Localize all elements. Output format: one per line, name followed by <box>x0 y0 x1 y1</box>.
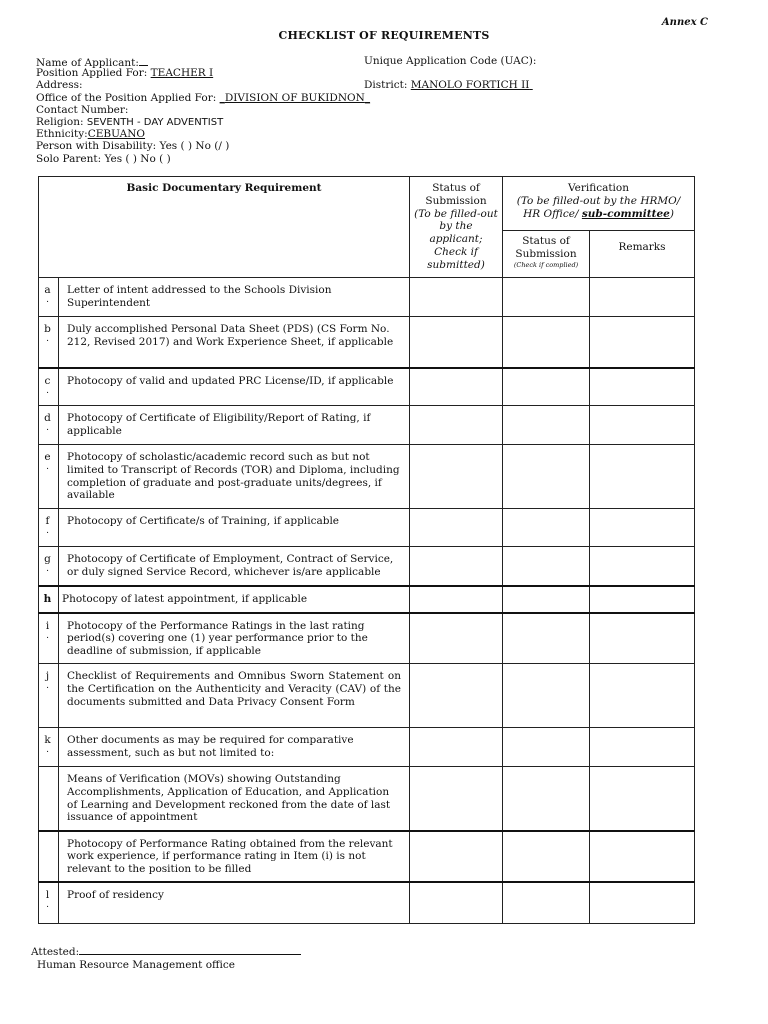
remarks-cell[interactable] <box>590 882 695 924</box>
remarks-cell[interactable] <box>590 406 695 445</box>
applicant-status-cell[interactable] <box>410 831 503 882</box>
applicant-status-cell[interactable] <box>410 664 503 728</box>
row-text: Photocopy of Certificate of Eligibility/Report of Rating, if applicable <box>59 406 410 445</box>
row-letter: b <box>44 323 51 335</box>
page-title: CHECKLIST OF REQUIREMENTS <box>278 29 490 42</box>
row-letter: h <box>43 592 52 605</box>
verification-status-cell[interactable] <box>503 613 590 664</box>
row-letter: f <box>45 515 50 527</box>
signature-line[interactable] <box>79 946 301 955</box>
address-label: Address: <box>36 79 83 92</box>
pwd-line: Person with Disability: Yes ( ) No (/ ) <box>36 140 230 153</box>
attested-label: Attested: <box>31 946 80 958</box>
office-value-wrap: _DIVISION OF BUKIDNON_ <box>219 91 371 104</box>
remarks-cell[interactable] <box>590 613 695 664</box>
verification-status-cell[interactable] <box>503 278 590 317</box>
verification-status-cell[interactable] <box>503 317 590 368</box>
row-letter: j <box>45 670 50 682</box>
applicant-status-cell[interactable] <box>410 547 503 586</box>
row-letter: d <box>44 412 51 424</box>
header-verification-note: (To be filled-out by the HRMO/ HR Office/ <box>516 194 681 220</box>
remarks-cell[interactable] <box>590 767 695 831</box>
row-text: Letter of intent addressed to the Schools Division Superintendent <box>59 278 410 317</box>
header-sub-status-note: (Check if complied) <box>513 260 579 269</box>
table-row: g . Photocopy of Certificate of Employment, Contract of Service, or duly signed Service Record, whichever is/are applicable <box>39 547 695 586</box>
verification-status-cell[interactable] <box>503 368 590 406</box>
verification-status-cell[interactable] <box>503 547 590 586</box>
address-line <box>36 79 736 91</box>
remarks-cell[interactable] <box>590 547 695 586</box>
contact-line <box>36 104 736 116</box>
name-label: Name of Applicant: <box>36 57 139 69</box>
name-field[interactable] <box>139 55 148 66</box>
header-sub-status <box>503 231 590 278</box>
header-status-title: Status of Submission <box>425 182 487 207</box>
verification-status-cell[interactable] <box>503 664 590 728</box>
row-text: Photocopy of Certificate/s of Training, if applicable <box>59 509 410 547</box>
table-row: k . Other documents as may be required for comparative assessment, such as but not limited to: <box>39 728 695 767</box>
table-row: f . Photocopy of Certificate/s of Training, if applicable <box>39 509 695 547</box>
remarks-cell[interactable] <box>590 445 695 509</box>
attested-line <box>31 946 301 958</box>
religion-label: Religion: <box>36 115 84 128</box>
office-value: DIVISION OF BUKIDNON <box>224 91 365 104</box>
row-letter: l <box>45 888 50 901</box>
applicant-status-cell[interactable] <box>410 445 503 509</box>
table-row: d . Photocopy of Certificate of Eligibility/Report of Rating, if applicable <box>39 406 695 445</box>
verification-status-cell[interactable] <box>503 406 590 445</box>
ethnicity-value: CEBUANO <box>87 128 146 141</box>
position-line <box>36 67 736 79</box>
applicant-status-cell[interactable] <box>410 882 503 924</box>
applicant-status-cell[interactable] <box>410 767 503 831</box>
verification-status-cell[interactable] <box>503 831 590 882</box>
district-label: District: <box>364 79 408 92</box>
table-row: j . Checklist of Requirements and Omnibus Sworn Statement on the Certification on the Authenticity and Veracity (CAV) of the documents submitted and Data Privacy Consent Form <box>39 664 695 728</box>
ethnicity-line <box>36 128 736 140</box>
applicant-info <box>36 55 736 165</box>
row-letter: e <box>44 451 51 463</box>
verification-status-cell[interactable] <box>503 445 590 509</box>
remarks-cell[interactable] <box>590 368 695 406</box>
row-text: Checklist of Requirements and Omnibus Sworn Statement on the Certification on the Authenticity and Veracity (CAV) of the documents submitted and Data Privacy Consent Form <box>59 664 410 728</box>
applicant-status-cell[interactable] <box>410 278 503 317</box>
name-line <box>36 55 736 67</box>
row-text: Photocopy of scholastic/academic record such as but not limited to Transcript of Records (TOR) and Diploma, including completion of graduate and post-graduate units/degrees, if available <box>59 445 410 509</box>
religion-value: SEVENTH - DAY ADVENTIST <box>86 116 224 128</box>
header-verification <box>503 177 695 231</box>
row-text: Photocopy of latest appointment, if applicable <box>59 586 410 613</box>
ethnicity-label: Ethnicity: <box>36 128 88 141</box>
applicant-status-cell[interactable] <box>410 317 503 368</box>
district-value: MANOLO FORTICH II <box>410 79 530 92</box>
remarks-cell[interactable] <box>590 728 695 767</box>
row-text: Photocopy of Performance Rating obtained from the relevant work experience, if performance rating in Item (i) is not relevant to the position to be filled <box>59 831 410 882</box>
header-sub-status-title: Status of Submission <box>515 235 577 260</box>
header-requirement: Basic Documentary Requirement <box>39 177 410 278</box>
verification-status-cell[interactable] <box>503 767 590 831</box>
position-label: Position Applied For: <box>36 67 148 80</box>
verification-status-cell[interactable] <box>503 586 590 613</box>
header-verification-close: ) <box>669 207 674 220</box>
verification-status-cell[interactable] <box>503 882 590 924</box>
table-row <box>39 767 695 831</box>
header-status <box>410 177 503 278</box>
row-text: Photocopy of the Performance Ratings in the last rating period(s) covering one (1) year performance prior to the deadline of submission, if applicable <box>59 613 410 664</box>
contact-label: Contact Number: <box>36 103 129 116</box>
row-letter: a <box>44 284 51 296</box>
header-verification-subcommittee: sub-committee <box>581 207 670 220</box>
applicant-status-cell[interactable] <box>410 728 503 767</box>
row-letter: g <box>44 553 51 565</box>
applicant-status-cell[interactable] <box>410 613 503 664</box>
remarks-cell[interactable] <box>590 586 695 613</box>
office-line <box>36 92 736 104</box>
header-remarks: Remarks <box>590 231 695 278</box>
row-letter: i <box>45 619 50 632</box>
table-row: l . Proof of residency <box>39 882 695 924</box>
religion-line <box>36 116 736 128</box>
table-row: e . Photocopy of scholastic/academic record such as but not limited to Transcript of Records (TOR) and Diploma, including completion of graduate and post-graduate units/degrees, if available <box>39 445 695 509</box>
row-text: Duly accomplished Personal Data Sheet (PDS) (CS Form No. 212, Revised 2017) and Work Experience Sheet, if applicable <box>59 317 410 368</box>
remarks-cell[interactable] <box>590 317 695 368</box>
table-row <box>39 586 695 613</box>
applicant-status-cell[interactable] <box>410 586 503 613</box>
annex-label: Annex C <box>661 17 708 28</box>
remarks-cell[interactable] <box>590 278 695 317</box>
row-letter: c <box>44 374 51 387</box>
table-header-row <box>39 177 695 231</box>
applicant-status-cell[interactable] <box>410 509 503 547</box>
requirements-table <box>38 176 695 924</box>
applicant-status-cell[interactable] <box>410 406 503 445</box>
table-row: a . Letter of intent addressed to the Schools Division Superintendent <box>39 278 695 317</box>
row-text: Means of Verification (MOVs) showing Outstanding Accomplishments, Application of Education, and Application of Learning and Development reckoned from the date of last issuance of appointment <box>59 767 410 831</box>
verification-status-cell[interactable] <box>503 728 590 767</box>
verification-status-cell[interactable] <box>503 509 590 547</box>
office-label: Office of the Position Applied For: <box>36 91 217 104</box>
table-row: c . Photocopy of valid and updated PRC License/ID, if applicable <box>39 368 695 406</box>
header-verification-title: Verification <box>567 182 630 194</box>
table-row: b . Duly accomplished Personal Data Sheet (PDS) (CS Form No. 212, Revised 2017) and Work Experience Sheet, if applicable <box>39 317 695 368</box>
table-row: i . Photocopy of the Performance Ratings in the last rating period(s) covering one (1) year performance prior to the deadline of submission, if applicable <box>39 613 695 664</box>
remarks-cell[interactable] <box>590 664 695 728</box>
position-value: TEACHER I <box>150 67 214 80</box>
remarks-cell[interactable] <box>590 509 695 547</box>
uac-label: Unique Application Code (UAC): <box>364 55 537 67</box>
solo-parent-line: Solo Parent: Yes ( ) No ( ) <box>36 152 171 165</box>
header-status-note: (To be filled-out by the applicant; Check if submitted) <box>414 207 498 271</box>
row-letter: k <box>44 734 51 746</box>
row-text: Proof of residency <box>59 882 410 924</box>
row-text: Photocopy of Certificate of Employment, Contract of Service, or duly signed Service Record, whichever is/are applicable <box>59 547 410 586</box>
table-row <box>39 831 695 882</box>
row-text: Photocopy of valid and updated PRC License/ID, if applicable <box>59 368 410 406</box>
district-group <box>364 79 533 91</box>
remarks-cell[interactable] <box>590 831 695 882</box>
applicant-status-cell[interactable] <box>410 368 503 406</box>
row-text: Other documents as may be required for comparative assessment, such as but not limited to: <box>59 728 410 767</box>
hrmo-label: Human Resource Management office <box>37 959 235 971</box>
